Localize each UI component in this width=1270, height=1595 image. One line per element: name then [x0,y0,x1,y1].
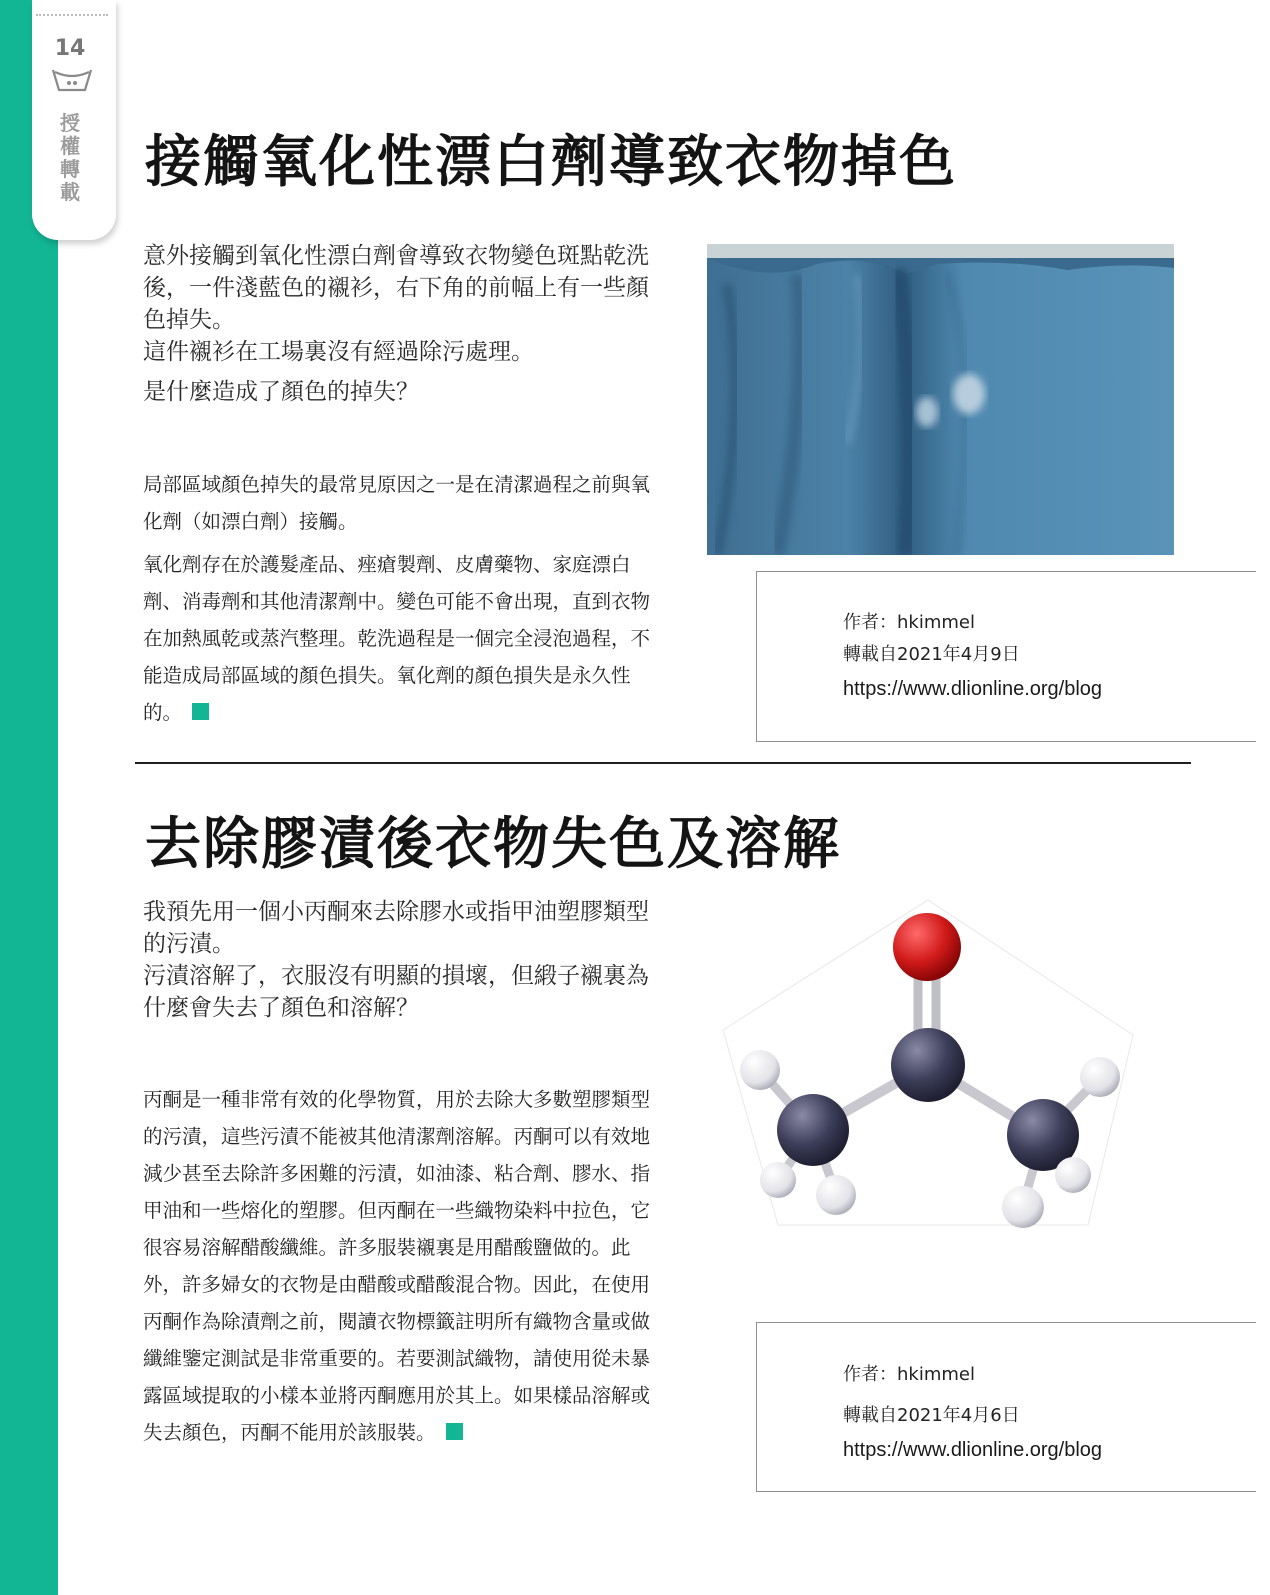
article2-lead [143,896,653,1024]
side-color-strip [0,0,58,1595]
article2-credit-box [756,1322,1256,1492]
article2-body [143,1081,653,1451]
article1-credit-box [756,571,1256,742]
hydrogen-atom [816,1175,856,1215]
credit-date: 轉載自2021年4月6日 [843,1405,1020,1426]
article2-title: 去除膠漬後衣物失色及溶解 [145,812,841,877]
article1-body [143,466,653,731]
wash-basin-icon [52,66,92,94]
article1-body-paragraph: 氧化劑存在於護髮產品、痤瘡製劑、皮膚藥物、家庭漂白劑、消毒劑和其他清潔劑中。變色可能不會出現，直到衣物在加熱風乾或蒸汽整理。乾洗過程是一個完全浸泡過程，不能造成局部區域的顏色損失。氧化劑的顏色損失是永久性的。 [143,553,651,724]
article1-lead [143,240,653,408]
page-number: 14 [54,36,86,61]
hydrogen-atom [1080,1057,1120,1097]
hydrogen-atom [1002,1186,1044,1228]
article1-lead-paragraph: 意外接觸到氧化性漂白劑會導致衣物變色斑點乾洗後，一件淺藍色的襯衫，右下角的前幅上有一些顏色掉失。 [143,243,649,333]
credit-author: 作者：hkimmel [843,1364,975,1385]
end-mark-icon [192,703,209,720]
credit-url[interactable]: https://www.dlionline.org/blog [843,678,1103,700]
article1-title: 接觸氧化性漂白劑導致衣物掉色 [145,130,957,195]
acetone-molecule-illustration [718,895,1138,1235]
section-divider [135,762,1191,764]
oxygen-atom [893,913,961,981]
carbon-atom [777,1094,849,1166]
carbon-atom [891,1028,965,1102]
credit-author: 作者：hkimmel [843,612,975,633]
article1-lead-paragraph: 這件襯衫在工場裏沒有經過除污處理。 [143,339,534,365]
credit-date: 轉載自2021年4月9日 [843,644,1020,665]
hydrogen-atom [760,1162,796,1198]
end-mark-icon [446,1423,463,1440]
article2-lead-paragraph: 我預先用一個小丙酮來去除膠水或指甲油塑膠類型的污漬。 [143,899,649,957]
tab-dotted-line [36,14,108,16]
blue-shirt-photo [707,244,1174,555]
section-label: 授 權 轉 載 [60,111,80,204]
article2-body-paragraph: 丙酮是一種非常有效的化學物質，用於去除大多數塑膠類型的污漬，這些污漬不能被其他清潔劑溶解。丙酮可以有效地減少甚至去除許多困難的污漬，如油漆、粘合劑、膠水、指甲油和一些熔化的塑膠。但丙酮在一些織物染料中拉色，它很容易溶解醋酸纖維。許多服裝襯裏是用醋酸鹽做的。此外，許多婦女的衣物是由醋酸或醋酸混合物。因此，在使用丙酮作為除漬劑之前，閱讀衣物標籤註明所有織物含量或做纖維鑒定測試是非常重要的。若要測試織物，請使用從未暴露區域提取的小樣本並將丙酮應用於其上。如果樣品溶解或失去顏色，丙酮不能用於該服裝。 [143,1088,651,1444]
article2-lead-paragraph: 污漬溶解了，衣服沒有明顯的損壞，但緞子襯裏為什麼會失去了顏色和溶解？ [143,963,649,1021]
article1-question: 是什麼造成了顏色的掉失？ [143,379,419,405]
section-tab [32,0,116,240]
article1-body-paragraph: 局部區域顏色掉失的最常見原因之一是在清潔過程之前與氧化劑（如漂白劑）接觸。 [143,473,651,533]
hydrogen-atom [1055,1157,1091,1193]
credit-url[interactable]: https://www.dlionline.org/blog [843,1439,1103,1461]
hydrogen-atom [740,1050,780,1090]
